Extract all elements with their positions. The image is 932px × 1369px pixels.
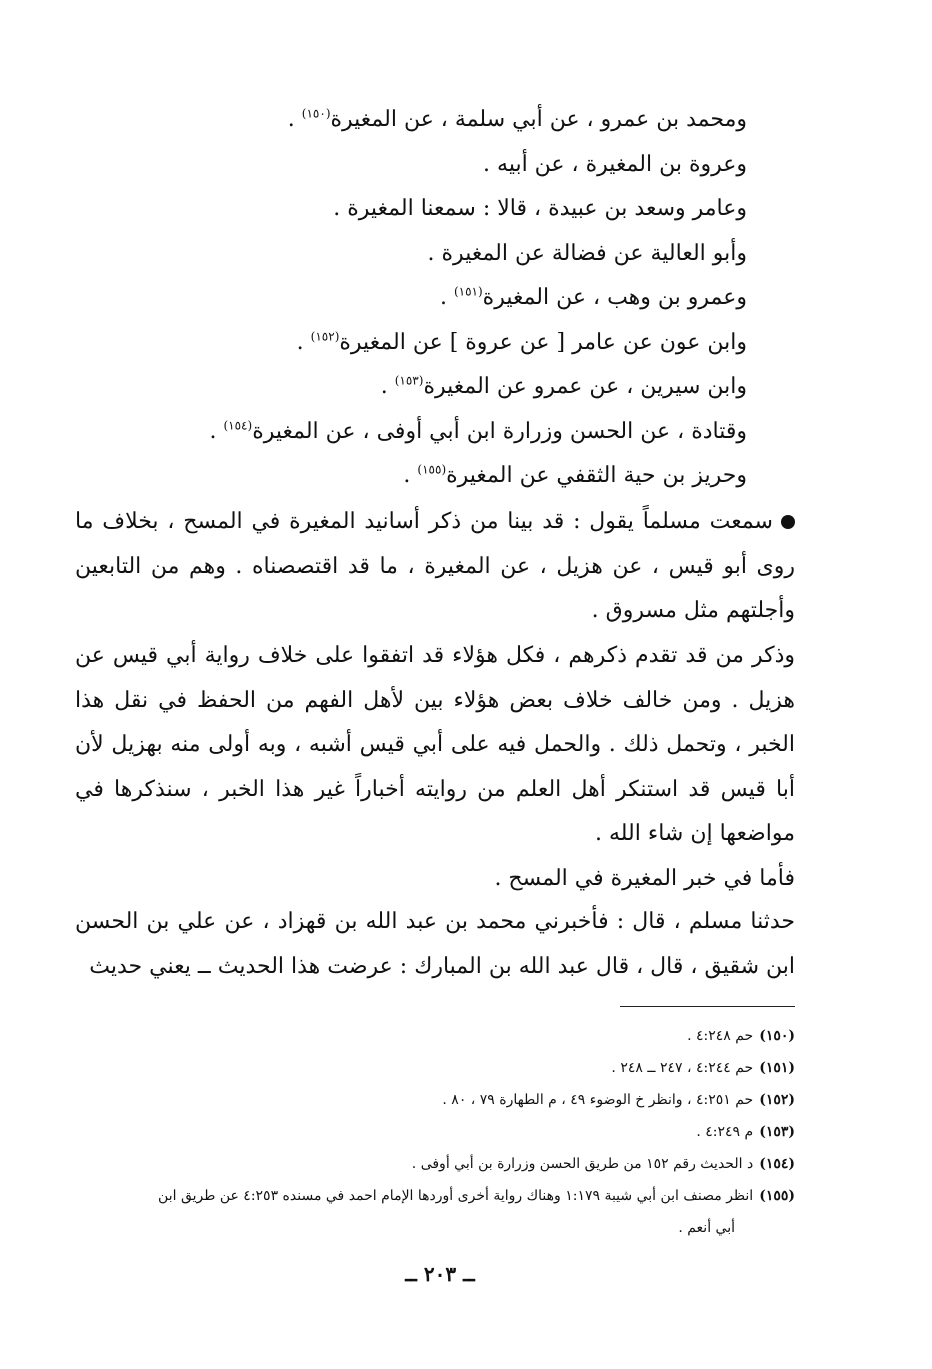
isnad-line: وعروة بن المغيرة ، عن أبيه . (483, 151, 747, 177)
isnad-line: وأبو العالية عن فضالة عن المغيرة . (427, 240, 747, 266)
footnote-ref[interactable]: (١٥٣) (394, 373, 424, 388)
isnad-line: وحريز بن حية الثقفي عن المغيرة$^{(١٥٥)}$ . (403, 462, 747, 488)
section-heading: فأما في خبر المغيرة في المسح . (494, 866, 795, 891)
isnad-line: وقتادة ، عن الحسن وزرارة ابن أبي أوفى ، عن المغيرة$^{(١٥٤)}$ . (209, 418, 747, 444)
isnad-line: وابن سيرين ، عن عمرو عن المغيرة$^{(١٥٣)}$ . (380, 373, 747, 399)
bullet-icon (781, 515, 795, 529)
footnote-155: (١٥٥)انظر مصنف ابن أبي شيبة ١:١٧٩ وهناك رواية أخرى أوردها الإمام احمد في مسنده ٤:٢٥٣ عن طريق ابن (158, 1188, 795, 1204)
footnote-ref[interactable]: (١٥١) (453, 284, 483, 299)
isnad-line: وعمرو بن وهب ، عن المغيرة$^{(١٥١)}$ . (439, 284, 747, 310)
footnote-153: (١٥٣)م ٤:٢٤٩ . (696, 1124, 795, 1140)
footnote-151: (١٥١)حم ٤:٢٤٤ ، ٢٤٧ ــ ٢٤٨ . (611, 1060, 795, 1076)
footnote-ref[interactable]: (١٥٢) (310, 329, 340, 344)
page-number: ــ ٢٠٣ ــ (405, 1262, 475, 1286)
isnad-line: ومحمد بن عمرو ، عن أبي سلمة ، عن المغيرة$^{(١٥٠)}$ . (287, 106, 747, 132)
paragraph-discussion: وذكر من قد تقدم ذكرهم ، فكل هؤلاء قد اتفقوا على خلاف رواية أبي قيس عن هزيل . ومن خالف خلاف بعض هؤلاء بين لأهل الفهم من الحفظ في نقل هذا الخبر ، وتحمل ذلك . والحمل فيه على أبي قيس أشبه ، وبه أولى منه بهزيل لأن أبا قيس قد استنكر أهل العلم من روايته أخباراً غير هذا الخبر ، سنذكرها في مواضعها إن شاء الله . (75, 643, 795, 846)
footnote-155-continuation: أبي أنعم . (678, 1220, 735, 1236)
footnote-154: (١٥٤)د الحديث رقم ١٥٢ من طريق الحسن وزرارة بن أبي أوفى . (411, 1156, 795, 1172)
footnote-150: (١٥٠)حم ٤:٢٤٨ . (687, 1028, 795, 1044)
footnote-ref[interactable]: (١٥٥) (417, 462, 447, 477)
paragraph-muslim-statement: سمعت مسلماً يقول : قد بينا من ذكر أسانيد المغيرة في المسح ، بخلاف ما روى أبو قيس ، عن هزيل ، عن المغيرة ، ما قد اقتصصناه . وهم من التابعين وأجلتهم مثل مسروق . (75, 509, 795, 623)
footnote-ref[interactable]: (١٥٤) (223, 418, 253, 433)
footnote-divider (620, 1006, 795, 1007)
isnad-list (187, 98, 747, 499)
isnad-line: وعامر وسعد بن عبيدة ، قالا : سمعنا المغيرة . (333, 196, 747, 221)
isnad-line: وابن عون عن عامر [ عن عروة ] عن المغيرة$^{(١٥٢)}$ . (296, 329, 747, 355)
footnote-ref[interactable]: (١٥٠) (301, 106, 331, 121)
footnotes (75, 1020, 795, 1244)
paragraph-hadith-chain: حدثنا مسلم ، قال : فأخبرني محمد بن عبد الله بن قهزاد ، عن علي بن الحسن ابن شقيق ، قال ، قال عبد الله بن المبارك : عرضت هذا الحديث ــ يعني حديث (75, 909, 795, 979)
footnote-152: (١٥٢)حم ٤:٢٥١ ، وانظر خ الوضوء ٤٩ ، م الطهارة ٧٩ ، ٨٠ . (442, 1092, 795, 1108)
